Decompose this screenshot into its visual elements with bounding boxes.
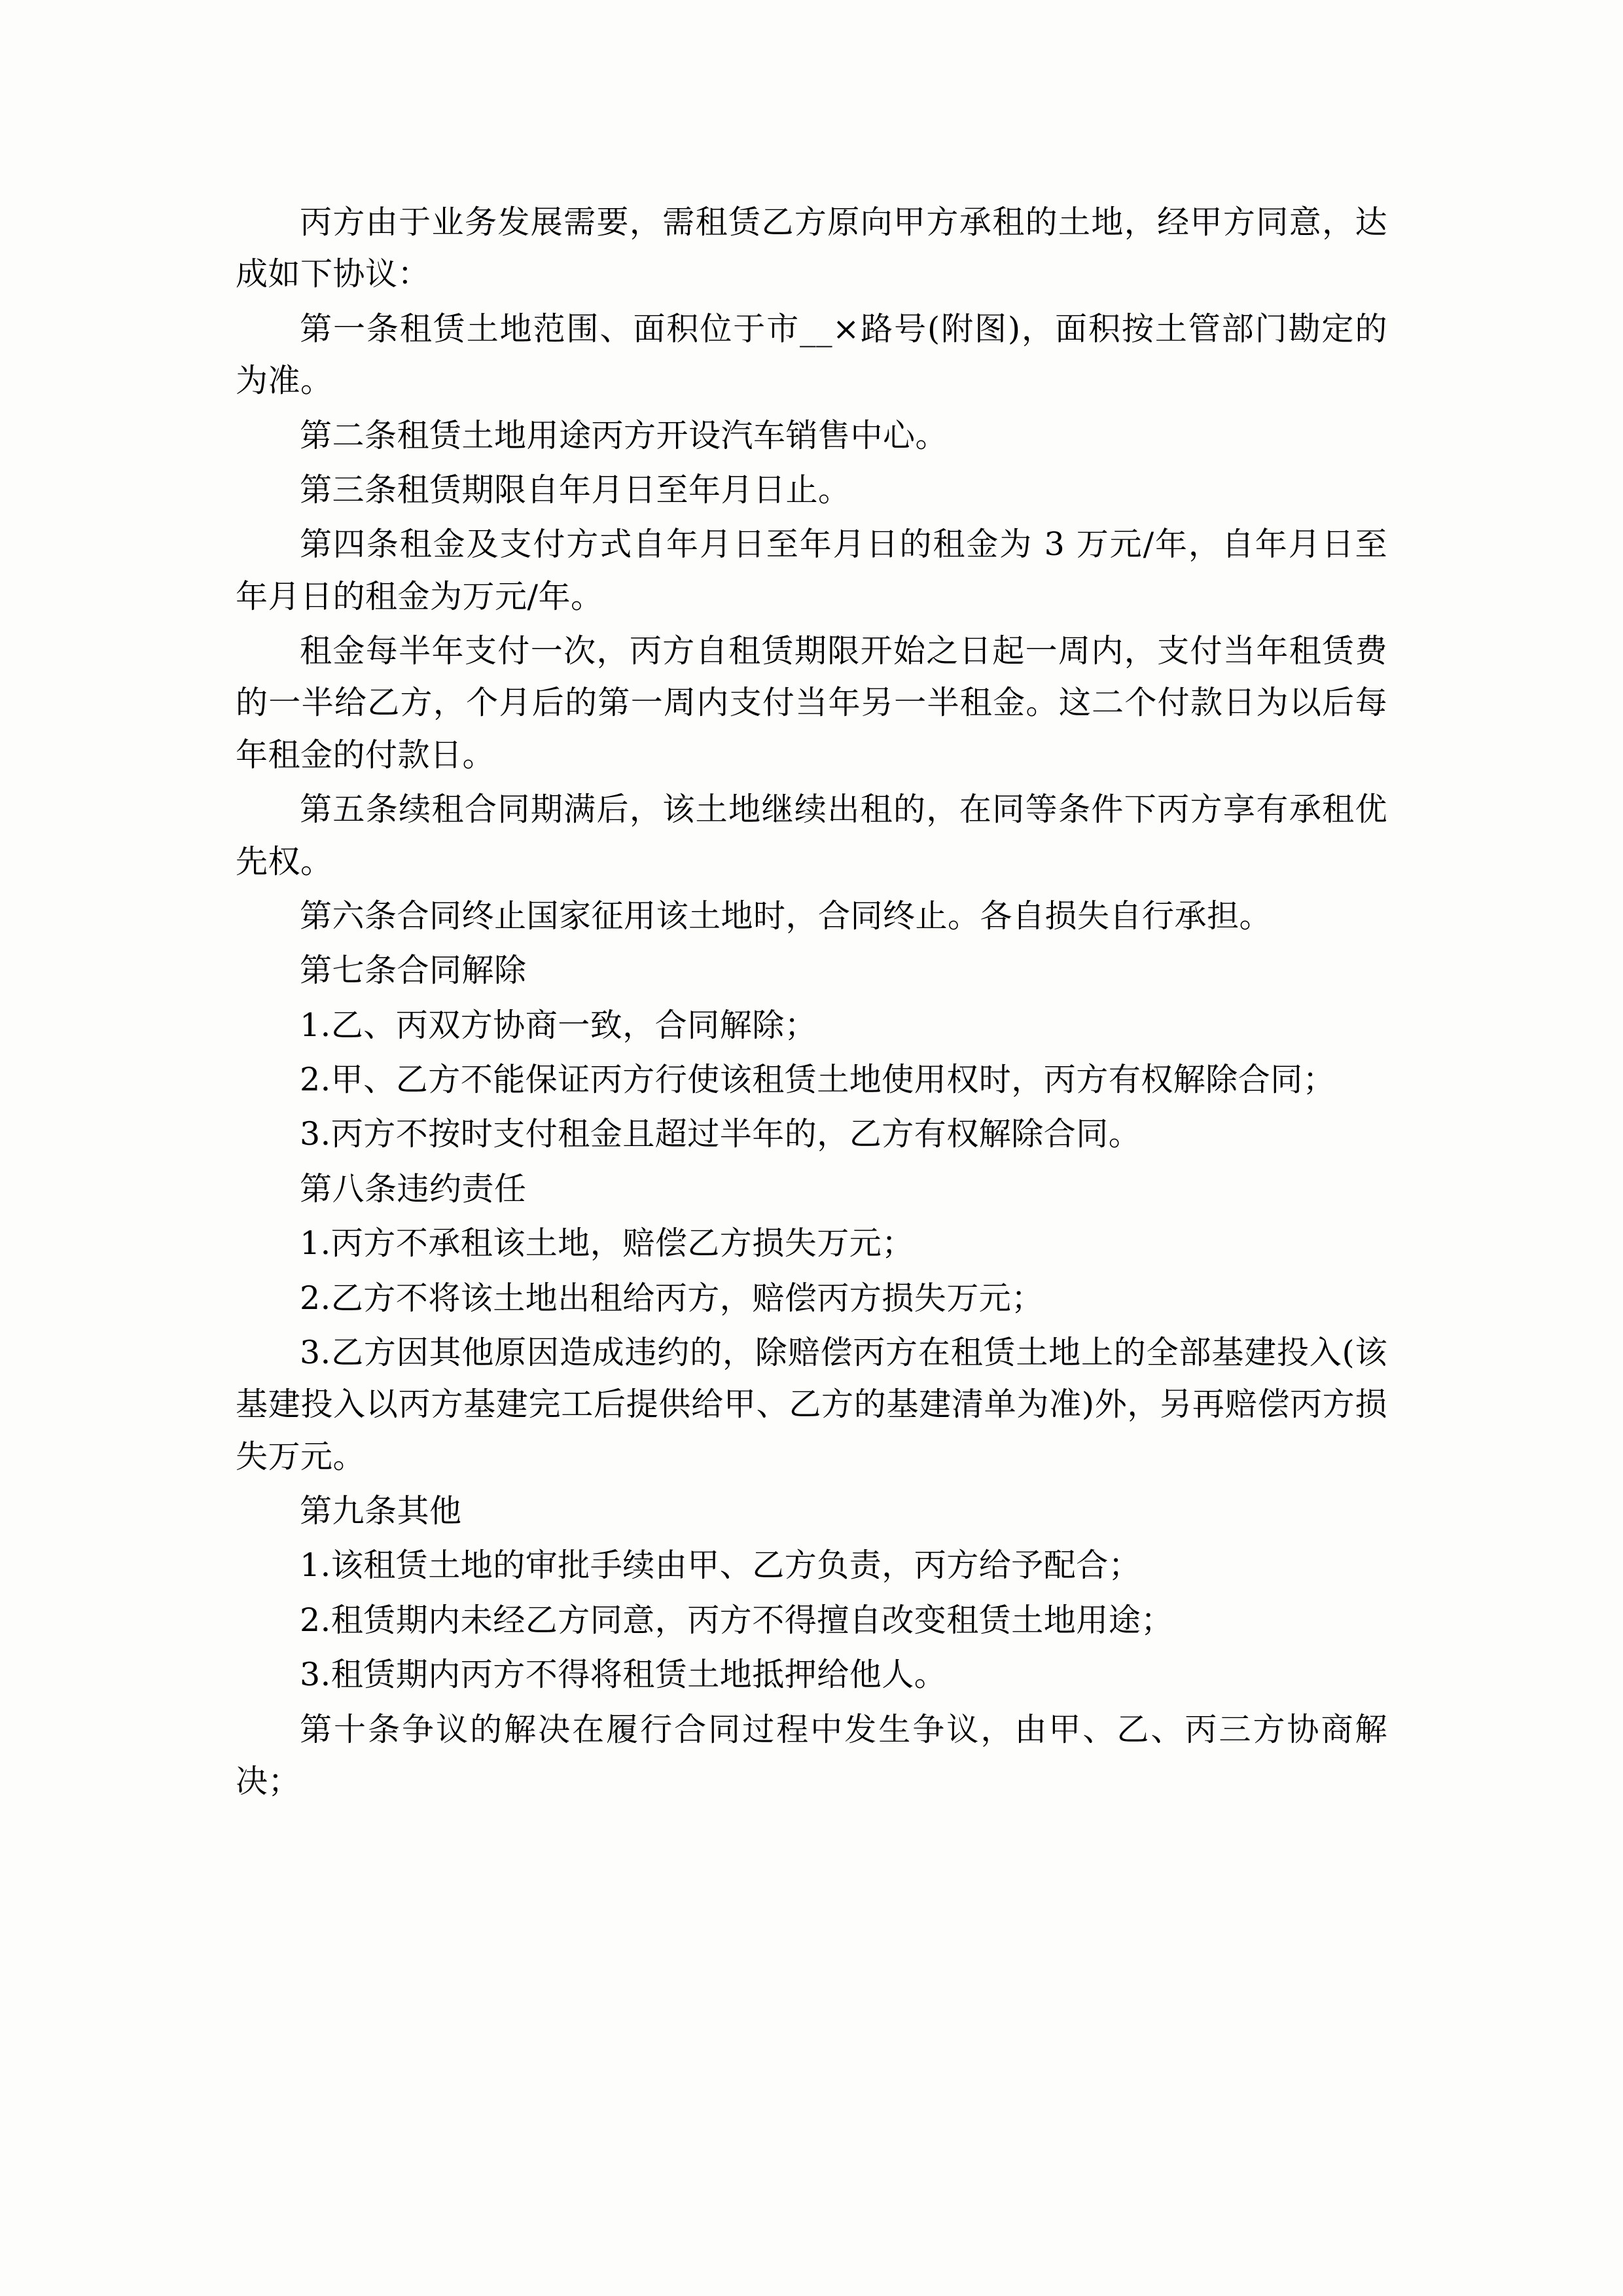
paragraph-article-7-item-1: 1.乙、丙双方协商一致，合同解除；: [300, 1006, 817, 1044]
paragraph-article-4: 第四条租金及支付方式自年月日至年月日的租金为 3 万元/年，自年月日至年月日的租金为万元/年。: [236, 526, 1387, 615]
document-body: [236, 196, 1387, 1807]
paragraph-article-1: 第一条租赁土地范围、面积位于市__×路号(附图)，面积按土管部门勘定的为准。: [236, 310, 1387, 400]
paragraph-article-7-heading: 第七条合同解除: [300, 952, 527, 990]
paragraph-article-10: 第十条争议的解决在履行合同过程中发生争议，由甲、乙、丙三方协商解决；: [236, 1710, 1387, 1800]
paragraph-article-3: 第三条租赁期限自年月日至年月日止。: [300, 471, 851, 509]
paragraph-article-8-heading: 第八条违约责任: [300, 1170, 527, 1208]
paragraph-article-5: 第五条续租合同期满后，该土地继续出租的，在同等条件下丙方享有承租优先权。: [236, 791, 1387, 880]
paragraph-article-8-item-2: 2.乙方不将该土地出租给丙方，赔偿丙方损失万元；: [300, 1279, 1044, 1317]
paragraph-article-9-item-2: 2.租赁期内未经乙方同意，丙方不得擅自改变租赁土地用途；: [300, 1601, 1173, 1639]
paragraph-article-6: 第六条合同终止国家征用该土地时，合同终止。各自损失自行承担。: [300, 897, 1272, 935]
paragraph-intro: 丙方由于业务发展需要，需租赁乙方原向甲方承租的土地，经甲方同意，达成如下协议：: [236, 204, 1387, 293]
paragraph-article-9-heading: 第九条其他: [300, 1492, 462, 1530]
paragraph-article-9-item-3: 3.租赁期内丙方不得将租赁土地抵押给他人。: [300, 1656, 947, 1694]
paragraph-article-7-item-3: 3.丙方不按时支付租金且超过半年的，乙方有权解除合同。: [300, 1115, 1141, 1153]
paragraph-article-2: 第二条租赁土地用途丙方开设汽车销售中心。: [300, 416, 948, 454]
paragraph-article-7-item-2: 2.甲、乙方不能保证丙方行使该租赁土地使用权时，丙方有权解除合同；: [300, 1061, 1336, 1098]
paragraph-article-8-item-1: 1.丙方不承租该土地，赔偿乙方损失万元；: [300, 1225, 914, 1263]
paragraph-article-8-item-3: 3.乙方因其他原因造成违约的，除赔偿丙方在租赁土地上的全部基建投入(该基建投入以丙方基建完工后提供给甲、乙方的基建清单为准)外，另再赔偿丙方损失万元。: [236, 1333, 1387, 1475]
paragraph-rent-payment: 租金每半年支付一次，丙方自租赁期限开始之日起一周内，支付当年租赁费的一半给乙方，个月后的第一周内支付当年另一半租金。这二个付款日为以后每年租金的付款日。: [236, 632, 1387, 774]
paragraph-article-9-item-1: 1.该租赁土地的审批手续由甲、乙方负责，丙方给予配合；: [300, 1547, 1141, 1585]
